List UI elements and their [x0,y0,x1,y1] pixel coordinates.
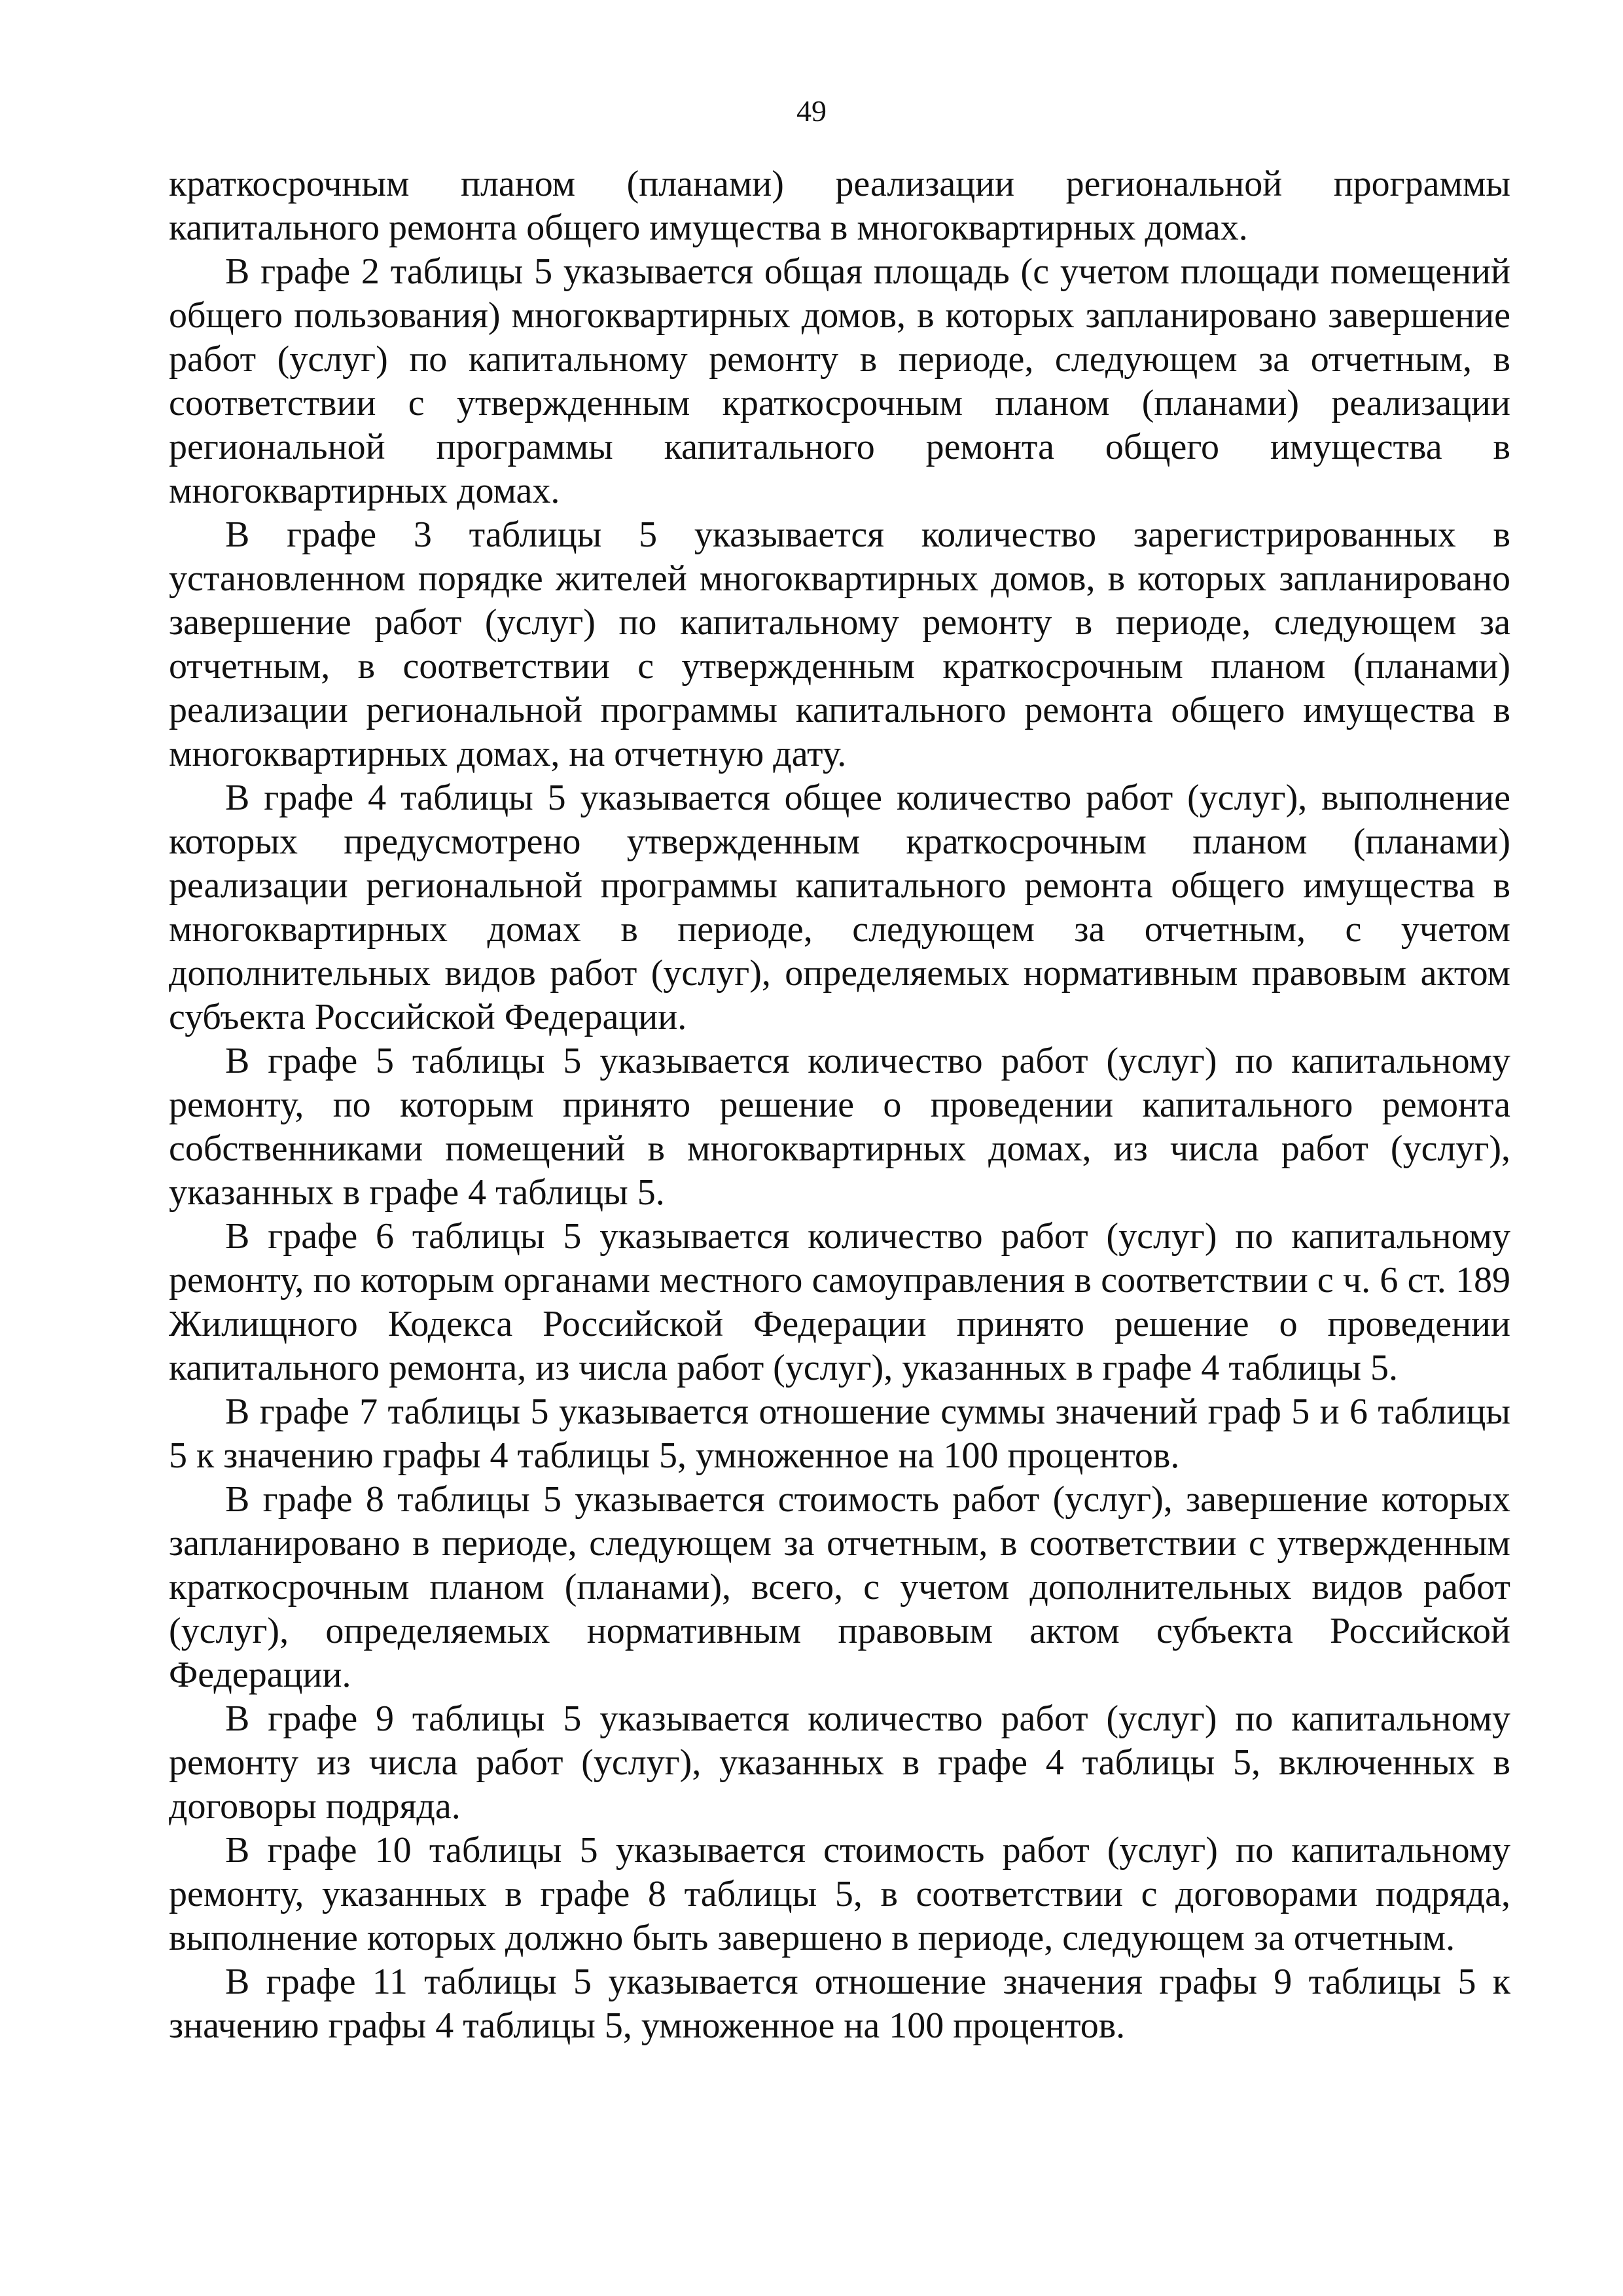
paragraph-column-11: В графе 11 таблицы 5 указывается отношение значения графы 9 таблицы 5 к значению графы 4 таблицы 5, умноженное на 100 процентов. [169,1962,1510,2046]
paragraph-continuation: краткосрочным планом (планами) реализации региональной программы капитального ремонта общего имущества в многоквартирных домах. [169,164,1510,248]
document-body [169,162,1510,2048]
paragraph-column-2: В графе 2 таблицы 5 указывается общая площадь (с учетом площади помещений общего пользования) многоквартирных домов, в которых запланировано завершение работ (услуг) по капитальному ремонту в периоде, следующем за отчетным, в соответствии с утвержденным краткосрочным планом (планами) реализации региональной программы капитального ремонта общего имущества в многоквартирных домах. [169,251,1510,511]
paragraph-column-8: В графе 8 таблицы 5 указывается стоимость работ (услуг), завершение которых запланировано в периоде, следующем за отчетным, в соответствии с утвержденным краткосрочным планом (планами), всего, с учетом дополнительных видов работ (услуг), определяемых нормативным правовым актом субъекта Российской Федерации. [169,1479,1510,1695]
paragraph-column-4: В графе 4 таблицы 5 указывается общее количество работ (услуг), выполнение которых предусмотрено утвержденным краткосрочным планом (планами) реализации региональной программы капитального ремонта общего имущества в многоквартирных домах в периоде, следующем за отчетным, с учетом дополнительных видов работ (услуг), определяемых нормативным правовым актом субъекта Российской Федерации. [169,778,1510,1037]
paragraph-column-3: В графе 3 таблицы 5 указывается количество зарегистрированных в установленном порядке жителей многоквартирных домов, в которых запланировано завершение работ (услуг) по капитальному ремонту в периоде, следующем за отчетным, в соответствии с утвержденным краткосрочным планом (планами) реализации региональной программы капитального ремонта общего имущества в многоквартирных домах, на отчетную дату. [169,514,1510,774]
paragraph-column-5: В графе 5 таблицы 5 указывается количество работ (услуг) по капитальному ремонту, по которым принято решение о проведении капитального ремонта собственниками помещений в многоквартирных домах, из числа работ (услуг), указанных в графе 4 таблицы 5. [169,1041,1510,1213]
paragraph-column-10: В графе 10 таблицы 5 указывается стоимость работ (услуг) по капитальному ремонту, указанных в графе 8 таблицы 5, в соответствии с договорами подряда, выполнение которых должно быть завершено в периоде, следующем за отчетным. [169,1830,1510,1958]
paragraph-column-9: В графе 9 таблицы 5 указывается количество работ (услуг) по капитальному ремонту из числа работ (услуг), указанных в графе 4 таблицы 5, включенных в договоры подряда. [169,1698,1510,1827]
paragraph-column-6: В графе 6 таблицы 5 указывается количество работ (услуг) по капитальному ремонту, по которым органами местного самоуправления в соответствии с ч. 6 ст. 189 Жилищного Кодекса Российской Федерации принято решение о проведении капитального ремонта, из числа работ (услуг), указанных в графе 4 таблицы 5. [169,1216,1510,1388]
paragraph-column-7: В графе 7 таблицы 5 указывается отношение суммы значений граф 5 и 6 таблицы 5 к значению графы 4 таблицы 5, умноженное на 100 процентов. [169,1391,1510,1476]
page-number: 49 [796,94,827,128]
